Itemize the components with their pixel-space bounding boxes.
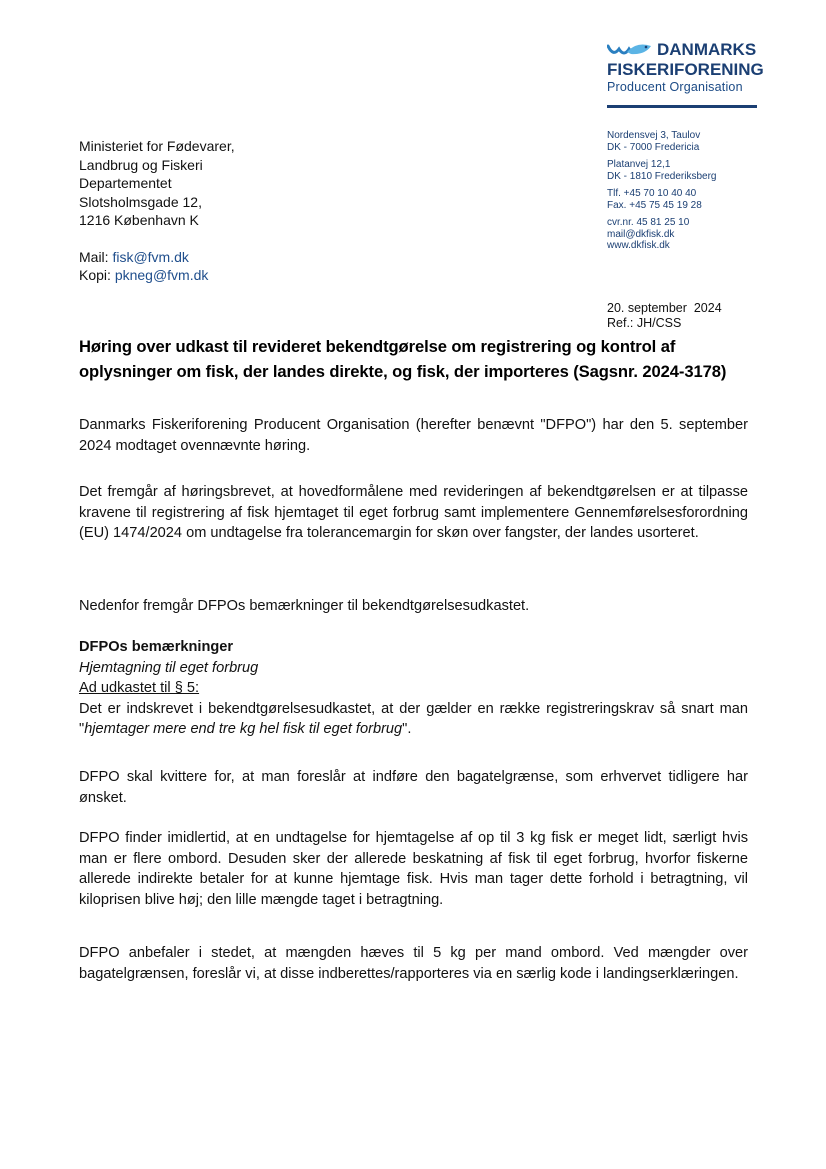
address2-line2: DK - 1810 Frederiksberg — [607, 170, 717, 182]
header-divider — [607, 105, 757, 108]
paragraph-purpose: Det fremgår af høringsbrevet, at hovedformålene med revideringen af bekendtgørelsen er at tilpasse kravene til registrering af fisk hjemtaget til eget forbrug samt implementere Gennemførelsesforordning (EU) 1474/2024 om undtagelse fra tolerancemargin for skøn over fangster, der landes usorteret. — [79, 484, 748, 541]
paragraph-clause5 — [79, 699, 748, 740]
address1-line2: DK - 7000 Fredericia — [607, 141, 700, 153]
phone: Tlf. +45 70 10 40 40 — [607, 188, 697, 199]
copy-label: Kopi: — [79, 267, 115, 283]
sender-contact-block — [607, 130, 717, 258]
paragraph-overview: Nedenfor fremgår DFPOs bemærkninger til bekendtgørelsesudkastet. — [79, 598, 530, 614]
recipient-line1: Ministeriet for Fødevarer, — [79, 138, 235, 154]
address2-line1: Platanvej 12,1 — [607, 159, 671, 170]
address1-line1: Nordensvej 3, Taulov — [607, 130, 701, 141]
cvr-number: cvr.nr. 45 81 25 10 — [607, 217, 690, 228]
clause5-text-end: ". — [402, 721, 412, 737]
date-reference-block — [607, 301, 722, 331]
logo-text-danmarks: DANMARKS — [657, 40, 757, 59]
recipient-mail-row — [79, 248, 235, 267]
letter-title: Høring over udkast til revideret bekendtgørelse om registrering og kontrol af oplysninger om fisk, der landes direkte, og fisk, der importeres (Sagsnr. 2024-3178) — [79, 337, 727, 381]
recipient-copy-row — [79, 266, 235, 285]
clause-heading: Ad udkastet til § 5: — [79, 680, 200, 696]
recipient-line5: 1216 København K — [79, 212, 199, 228]
paragraph-recommendation: DFPO anbefaler i stedet, at mængden hæves til 5 kg per mand ombord. Ved mængder over bagatelgrænsen, foreslår vi, at disse indberettes/rapporteres via en særlig kode i landingserklæringen. — [79, 945, 748, 982]
letter-reference: Ref.: JH/CSS — [607, 316, 682, 330]
recipient-line2: Landbrug og Fiskeri — [79, 156, 203, 173]
recipient-address-block — [79, 137, 235, 285]
mail-label: Mail: — [79, 248, 113, 265]
logo-text-producent-organisation: Producent Organisation — [607, 80, 743, 94]
paragraph-concern: DFPO finder imidlertid, at en undtagelse for hjemtagelse af op til 3 kg fisk er meget lidt, særligt hvis man er flere ombord. Desuden sker der allerede beskatning af fisk til eget forbrug, hvorfor fiskerne allerede indirekte betaler for at kunne hjemtage fisk. Hvis man tager dette forhold i betragtning, vil kiloprisen blive høj; den lille mængde taget i betragtning. — [79, 830, 748, 908]
recipient-line4: Slotsholmsgade 12, — [79, 193, 202, 210]
paragraph-acknowledge: DFPO skal kvittere for, at man foreslår at indføre den bagatelgrænse, som erhvervet tidligere har ønsket. — [79, 769, 748, 806]
section-heading: DFPOs bemærkninger — [79, 639, 234, 655]
letter-date: 20. september 2024 — [607, 301, 722, 315]
fax: Fax. +45 75 45 19 28 — [607, 199, 702, 211]
clause5-text: Det er indskrevet i bekendtgørelsesudkastet, at der gælder en række registreringskrav så snart man " — [79, 700, 748, 737]
sender-website: www.dkfisk.dk — [607, 240, 670, 251]
remarks-section — [79, 637, 748, 740]
sender-email: mail@dkfisk.dk — [607, 228, 675, 240]
fish-wave-icon — [607, 41, 653, 59]
organization-logo — [607, 40, 764, 95]
recipient-copy-link[interactable]: pkneg@fvm.dk — [114, 267, 209, 283]
clause5-quote: hjemtager mere end tre kg hel fisk til eget forbrug — [84, 721, 403, 737]
paragraph-intro: Danmarks Fiskeriforening Producent Organisation (herefter benævnt "DFPO") har den 5. september 2024 modtaget ovennævnte høring. — [79, 417, 748, 454]
recipient-mail-link[interactable]: fisk@fvm.dk — [112, 248, 189, 265]
logo-text-fiskeriforening: FISKERIFORENING — [607, 60, 764, 79]
recipient-line3: Departementet — [79, 175, 172, 191]
subsection-heading: Hjemtagning til eget forbrug — [79, 659, 259, 676]
